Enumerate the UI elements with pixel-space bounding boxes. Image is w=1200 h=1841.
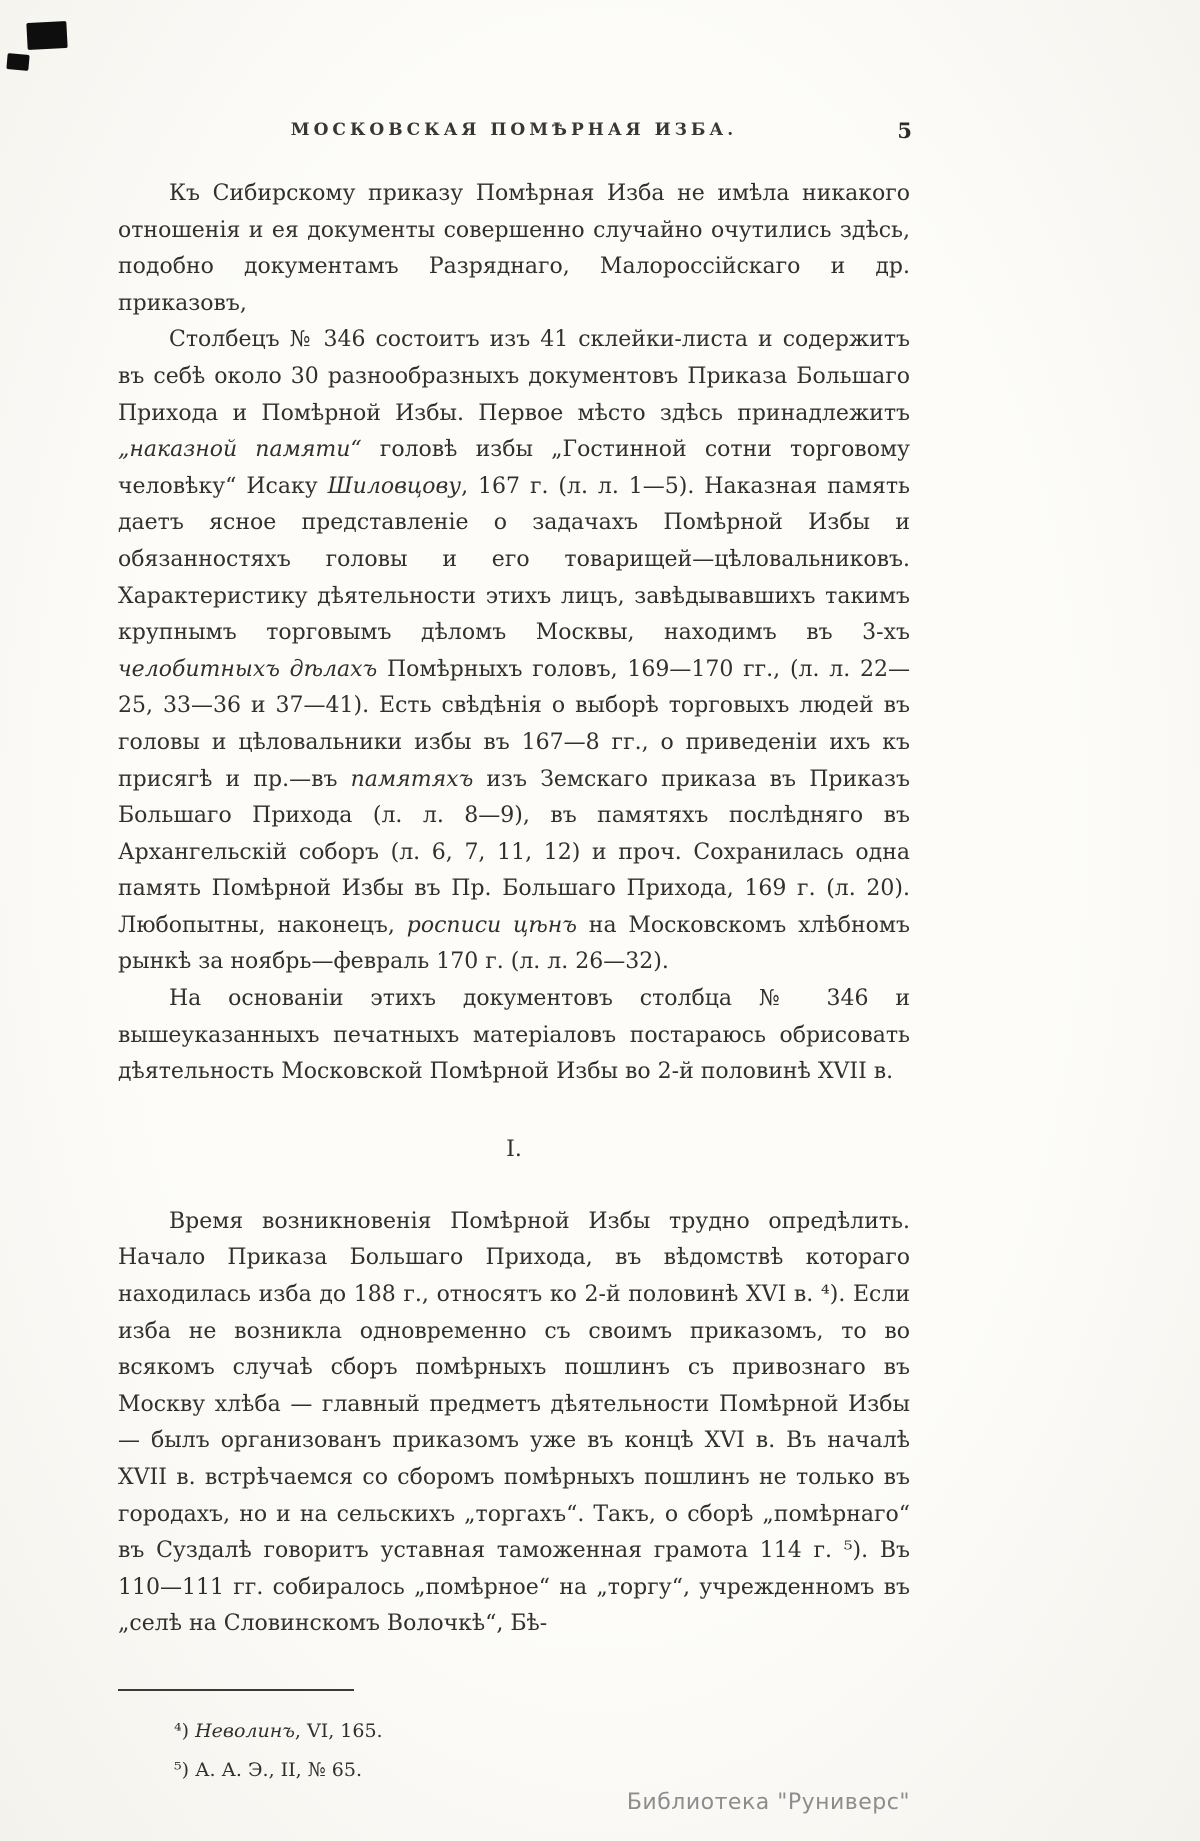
section-heading: I.: [506, 1136, 522, 1162]
page-header: [118, 120, 910, 150]
footnote-rule: [118, 1689, 354, 1691]
paragraph-4: Время возникновенія Помѣрной Избы трудно опредѣлить. Начало Приказа Большаго Прихода, въ вѣдомствѣ котораго находилась изба до 188 г., относятъ ко 2-й половинѣ XVI в. ⁴). Если изба не возникла одновременно съ своимъ приказомъ, то во всякомъ случаѣ сборъ помѣрныхъ пошлинъ съ привознаго въ Москву хлѣба — главный предметъ дѣятельности Помѣрной Избы — былъ организованъ приказомъ уже въ концѣ XVI в. Въ началѣ XVII в. встрѣчаемся со сборомъ помѣрныхъ пошлинъ не только въ городахъ, но и на сельскихъ „торгахъ“. Такъ, о сборѣ „помѣрнаго“ въ Суздалѣ говоритъ уставная таможенная грамота 114 г. ⁵). Въ 110—111 гг. собиралось „помѣрное“ на „торгу“, учрежденномъ въ „селѣ на Словинскомъ Волочкѣ“, Бѣ-: [118, 1208, 910, 1637]
running-title: МОСКОВСКАЯ ПОМѢРНАЯ ИЗБА.: [290, 120, 738, 140]
footnotes-block: [118, 1715, 910, 1787]
scan-artifact-blot: [26, 21, 67, 50]
paragraph-1: Къ Сибирскому приказу Помѣрная Изба не имѣла никакого отношенія и ея документы совершенно случайно очутились здѣсь, подобно документамъ Разряднаго, Малороссійскаго и др. приказовъ,: [118, 181, 910, 316]
scan-artifact-blot: [6, 53, 29, 71]
page-content: [118, 120, 910, 1793]
library-watermark: Библиотека "Руниверс": [626, 1790, 910, 1815]
footnote-1: ⁴) Неволинъ, VI, 165.: [174, 1719, 383, 1742]
footnote-2: ⁵) А. А. Э., II, № 65.: [174, 1758, 362, 1781]
paragraph-2: Столбецъ № 346 состоитъ изъ 41 склейки-листа и содержитъ въ себѣ около 30 разнообразныхъ документовъ Приказа Большаго Прихода и Помѣрной Избы. Первое мѣсто здѣсь принадлежитъ „наказной памяти“ головѣ избы „Гостинной сотни торговому человѣку“ Исаку Шиловцову, 167 г. (л. л. 1—5). Наказная память даетъ ясное представленіе о задачахъ Помѣрной Избы и обязанностяхъ головы и его товарищей—цѣловальниковъ. Характеристику дѣятельности этихъ лицъ, завѣдывавшихъ такимъ крупнымъ торговымъ дѣломъ Москвы, находимъ въ 3-хъ челобитныхъ дѣлахъ Помѣрныхъ головъ, 169—170 гг., (л. л. 22—25, 33—36 и 37—41). Есть свѣдѣнія о выборѣ торговыхъ людей въ головы и цѣловальники избы въ 167—8 гг., о приведеніи ихъ къ присягѣ и пр.—въ памятяхъ изъ Земскаго приказа въ Приказъ Большаго Прихода (л. л. 8—9), въ памятяхъ послѣдняго въ Архангельскій соборъ (л. 6, 7, 11, 12) и проч. Сохранилась одна память Помѣрной Избы въ Пр. Большаго Прихода, 169 г. (л. 20). Любопытны, наконецъ, росписи цѣнъ на Московскомъ хлѣбномъ рынкѣ за ноябрь—февраль 170 г. (л. л. 26—32).: [118, 327, 911, 975]
paragraph-3: На основаніи этихъ документовъ столбца № 346 и вышеуказанныхъ печатныхъ матеріаловъ постараюсь обрисовать дѣятельность Московской Помѣрной Избы во 2-й половинѣ XVII в.: [118, 986, 910, 1085]
page-number: 5: [897, 118, 912, 143]
